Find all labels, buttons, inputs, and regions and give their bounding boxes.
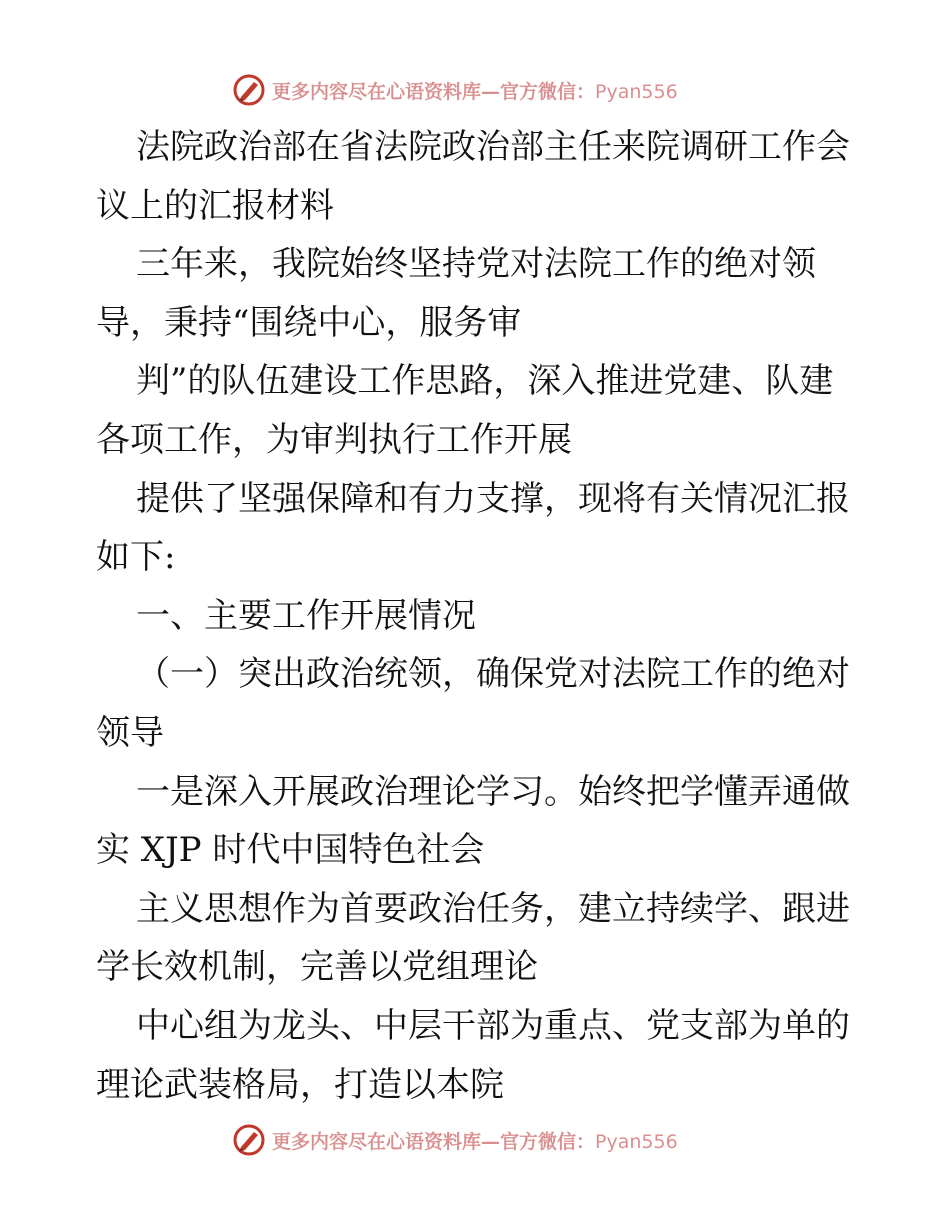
footer-wechat-id: Pyan556 (595, 1130, 678, 1153)
text-line: 理论武装格局，打造以本院 (96, 1064, 504, 1105)
header-banner-text: 更多内容尽在心语资料库—官方微信：Pyan556 (272, 80, 678, 103)
document-body (96, 118, 856, 1114)
header-banner (232, 70, 712, 110)
text-line: 中心组为龙头、中层干部为重点、党支部为单的 (136, 1005, 850, 1046)
text-line: 主义思想作为首要政治任务，建立持续学、跟进 (136, 888, 850, 929)
text-line: 判”的队伍建设工作思路，深入推进党建、队建 (136, 361, 834, 402)
text-line: 实 XJP 时代中国特色社会 (96, 830, 485, 871)
text-line: 三年来，我院始终坚持党对法院工作的绝对领 (136, 244, 816, 285)
text-line: 一是深入开展政治理论学习。始终把学懂弄通做 (136, 771, 850, 812)
text-line: 导，秉持“围绕中心，服务审 (96, 302, 522, 343)
text-line: 提供了坚强保障和有力支撑，现将有关情况汇报 (136, 478, 850, 519)
text-line: 如下: (96, 537, 176, 578)
text-line: 法院政治部在省法院政治部主任来院调研工作会 (136, 127, 850, 167)
text-line: 领导 (96, 712, 164, 753)
footer-banner-text: 更多内容尽在心语资料库—官方微信：Pyan556 (272, 1130, 678, 1153)
footer-banner (232, 1120, 712, 1160)
header-wechat-id: Pyan556 (595, 80, 678, 103)
pen-logo-icon (232, 1123, 266, 1157)
text-line: 学长效机制，完善以党组理论 (96, 947, 538, 988)
text-line: 议上的汇报材料 (96, 185, 334, 226)
subsection-heading: （一）突出政治统领，确保党对法院工作的绝对 (136, 654, 850, 695)
section-heading: 一、主要工作开展情况 (136, 595, 476, 636)
pen-logo-icon (232, 73, 266, 107)
text-line: 各项工作，为审判执行工作开展 (96, 419, 572, 460)
